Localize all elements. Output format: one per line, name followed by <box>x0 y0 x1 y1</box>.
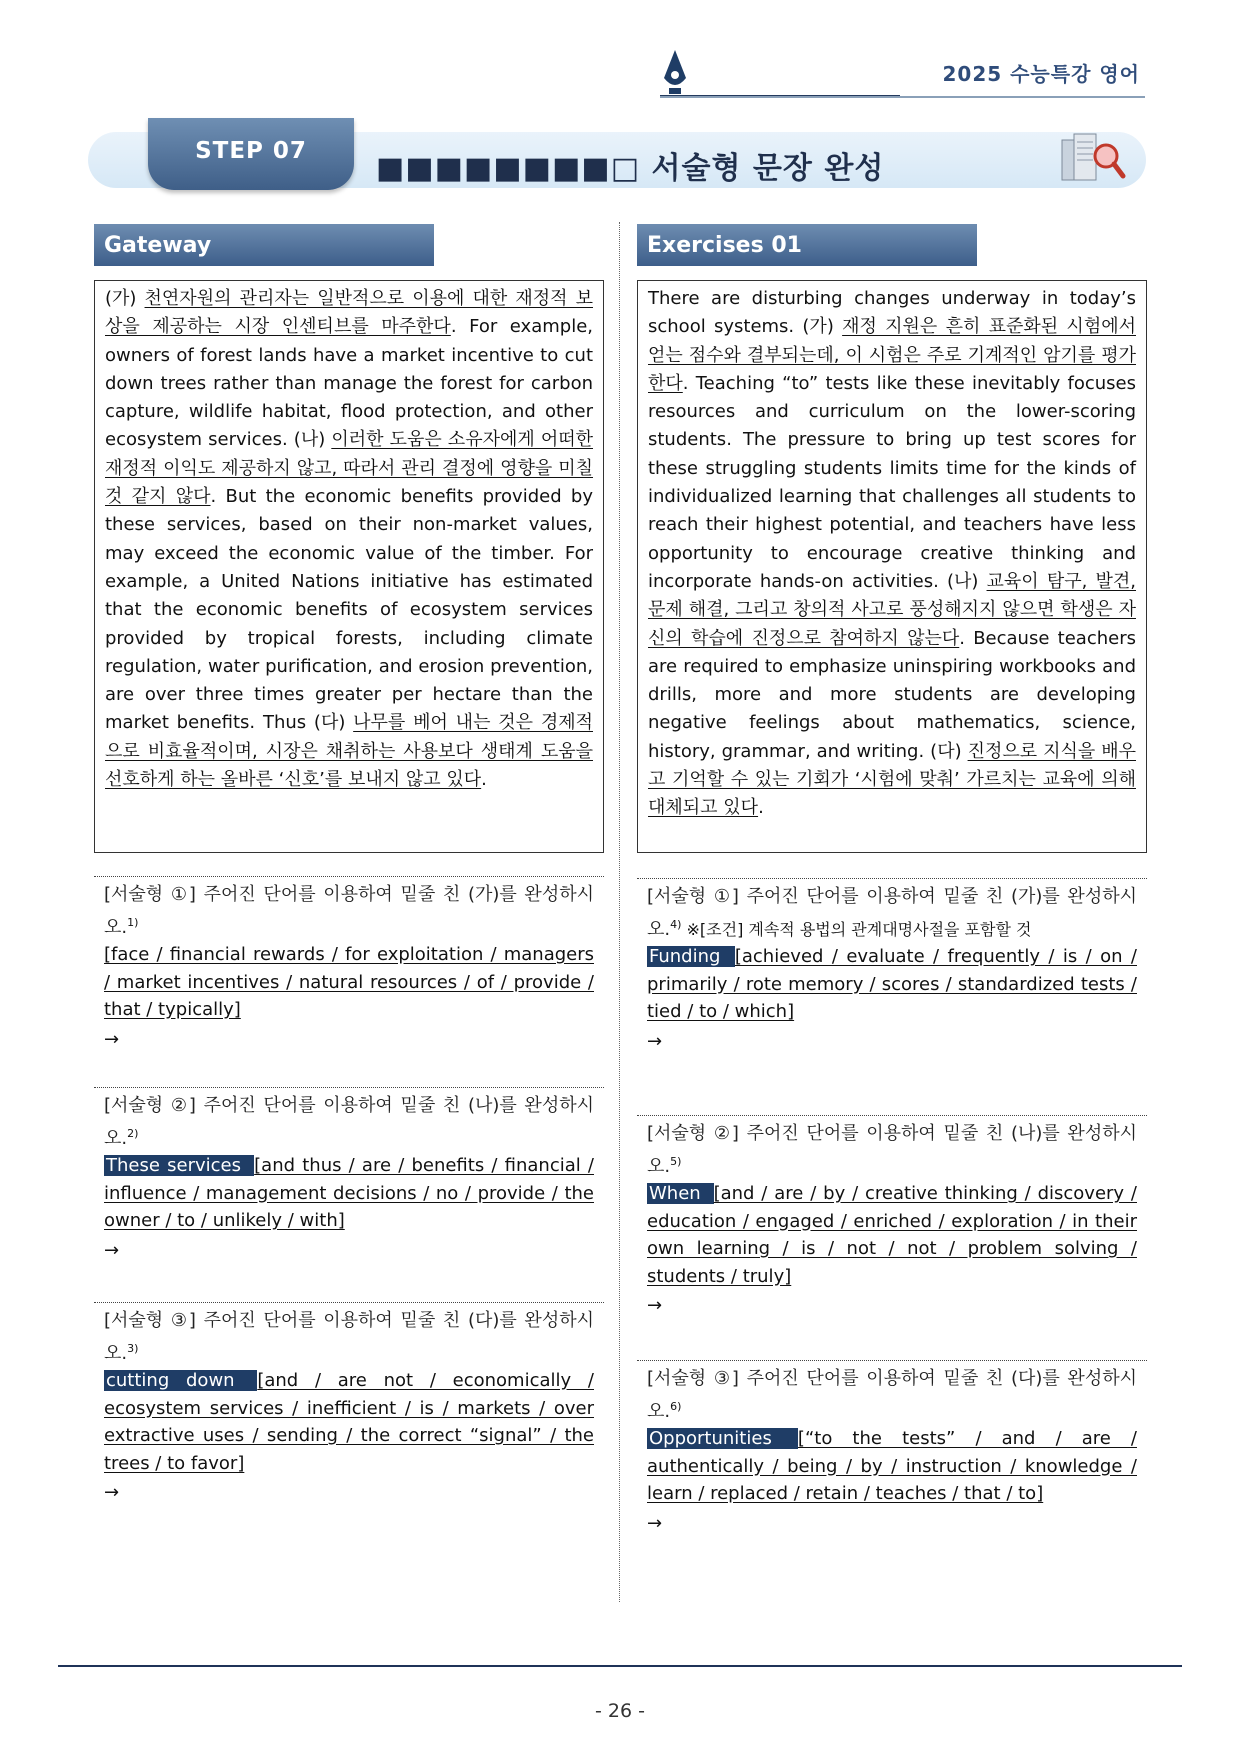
passage-text: . Because teachers are required to emphasize uninspiring workbooks and drills, more and more students are developing negative feelings about mathematics, science, history, grammar, and writing. (다) <box>648 627 1136 762</box>
footnote-marker: 4) <box>670 917 682 931</box>
gateway-question-3 <box>94 1302 604 1507</box>
word-bank: [and thus / are / benefits / financial / influence / management decisions / no / provide / the owner / to / unlikely / with] <box>104 1155 594 1231</box>
underlined-passage-text: 진정으로 지식을 배우고 기억할 수 있는 기회가 ‘시험에 맞춰’ 가르치는 교육에 의해 대체되고 있다 <box>648 740 1136 819</box>
question-prompt: [서술형 ②] 주어진 단어를 이용하여 밑줄 친 (나)를 완성하시오. <box>647 1123 1137 1177</box>
gateway-question-1 <box>94 876 604 1053</box>
given-phrase: When <box>647 1183 714 1204</box>
answer-arrow: → <box>647 1295 663 1316</box>
underlined-passage-text: 이러한 도움은 소유자에게 어떠한 재정적 이익도 제공하지 않고, 따라서 관리 결정에 영향을 미칠 것 같지 않다 <box>105 429 593 508</box>
word-bank: [achieved / evaluate / frequently / is / on / primarily / rote memory / scores / standardized tests / tied / to / which] <box>647 946 1137 1022</box>
underlined-passage-text: 나무를 베어 내는 것은 경제적으로 비효율적이며, 시장은 채취하는 사용보다 생태계 도움을 선호하게 하는 올바른 ‘신호’를 보내지 않고 있다 <box>105 712 593 791</box>
step-label: STEP 07 <box>195 138 307 164</box>
footnote-marker: 3) <box>127 1341 139 1355</box>
question-prompt: [서술형 ③] 주어진 단어를 이용하여 밑줄 친 (다)를 완성하시오. <box>647 1368 1137 1422</box>
exercises-question-3 <box>637 1360 1147 1537</box>
step-title: ■■■■■■■■□ 서술형 문장 완성 <box>376 151 885 186</box>
answer-arrow: → <box>104 1028 120 1050</box>
question-prompt: [서술형 ①] 주어진 단어를 이용하여 밑줄 친 (가)를 완성하시오. <box>104 884 594 938</box>
header-rule <box>660 96 1145 98</box>
passage-text: (가) <box>105 288 145 309</box>
footer-rule <box>58 1665 1182 1667</box>
word-bank: [“to the tests” / and / are / authentically / being / by / instruction / knowledge / learn / replaced / retain / teaches / that / to] <box>647 1428 1137 1504</box>
question-prompt: [서술형 ①] 주어진 단어를 이용하여 밑줄 친 (가)를 완성하시오. <box>647 886 1137 940</box>
answer-arrow: → <box>104 1239 120 1261</box>
gateway-question-2 <box>94 1087 604 1264</box>
exercises-heading: Exercises 01 <box>637 224 977 266</box>
passage-text: There are disturbing changes underway in today’s school systems. (가) <box>648 288 1136 338</box>
given-phrase: cutting down <box>104 1370 257 1391</box>
footnote-marker: 5) <box>670 1154 682 1168</box>
question-prompt: [서술형 ③] 주어진 단어를 이용하여 밑줄 친 (다)를 완성하시오. <box>104 1310 594 1364</box>
books-magnifier-icon <box>1060 126 1126 186</box>
given-phrase: These services <box>104 1155 254 1176</box>
page-number: - 26 - <box>595 1700 645 1722</box>
gateway-heading: Gateway <box>94 224 434 266</box>
footnote-marker: 6) <box>670 1399 682 1413</box>
column-divider <box>619 222 620 1602</box>
word-bank: [face / financial rewards / for exploitation / managers / market incentives / natural resources / of / provide / that / typically] <box>104 944 594 1020</box>
passage-text: . Teaching “to” tests like these inevitably focuses resources and curriculum on the lower-scoring students. The pressure to bring up test scores for these struggling students limits time for the kinds of individualized learning that challenges all students to reach their highest potential, and teachers have less opportunity to encourage creative thinking and incorporate hands-on activities. (나) <box>648 372 1136 592</box>
given-phrase: Opportunities <box>647 1428 798 1449</box>
passage-text: . For example, owners of forest lands have a market incentive to cut down trees rather than manage the forest for carbon capture, wildlife habitat, flood protection, and other ecosystem services. (나) <box>105 316 593 451</box>
underlined-passage-text: 교육이 탐구, 발견, 문제 해결, 그리고 창의적 사고로 풍성해지지 않으면 학생은 자신의 학습에 진정으로 참여하지 않는다 <box>648 570 1136 649</box>
question-condition: ※[조건] 계속적 용법의 관계대명사절을 포함할 것 <box>681 919 1032 939</box>
passage-text: . <box>481 769 487 791</box>
pen-nib-icon <box>660 48 690 98</box>
exercises-passage <box>637 280 1147 853</box>
footnote-marker: 1) <box>127 915 139 929</box>
answer-arrow: → <box>104 1482 120 1503</box>
passage-text: . But the economic benefits provided by these services, based on their non-market values, may exceed the economic value of the timber. For example, a United Nations initiative has estimated that the economic benefits of ecosystem services provided by tropical forests, including climate regulation, water purification, and erosion prevention, are over three times greater per hectare than the market benefits. Thus (다) <box>105 486 593 734</box>
question-prompt: [서술형 ②] 주어진 단어를 이용하여 밑줄 친 (나)를 완성하시오. <box>104 1095 594 1149</box>
answer-arrow: → <box>647 1512 663 1534</box>
word-bank: [and / are / by / creative thinking / discovery / education / engaged / enriched / exploration / in their own learning / is / not / not / problem solving / students / truly] <box>647 1183 1137 1287</box>
answer-arrow: → <box>647 1030 663 1052</box>
exercises-question-2 <box>637 1115 1147 1320</box>
book-title: 2025 수능특강 영어 <box>942 62 1140 86</box>
underlined-passage-text: 천연자원의 관리자는 일반적으로 이용에 대한 재정적 보상을 제공하는 시장 인센티브를 마주한다 <box>105 288 593 338</box>
underlined-passage-text: 재정 지원은 흔히 표준화된 시험에서 얻는 점수와 결부되는데, 이 시험은 주로 기계적인 암기를 평가한다 <box>648 316 1136 394</box>
word-bank: [and / are not / economically / ecosystem services / inefficient / is / markets / over extractive uses / sending / the correct “signal” / the trees / to favor] <box>104 1370 594 1474</box>
gateway-passage <box>94 280 604 853</box>
given-phrase: Funding <box>647 946 735 967</box>
exercises-question-1 <box>637 878 1147 1055</box>
footnote-marker: 2) <box>127 1126 139 1140</box>
passage-text: . <box>758 797 764 819</box>
